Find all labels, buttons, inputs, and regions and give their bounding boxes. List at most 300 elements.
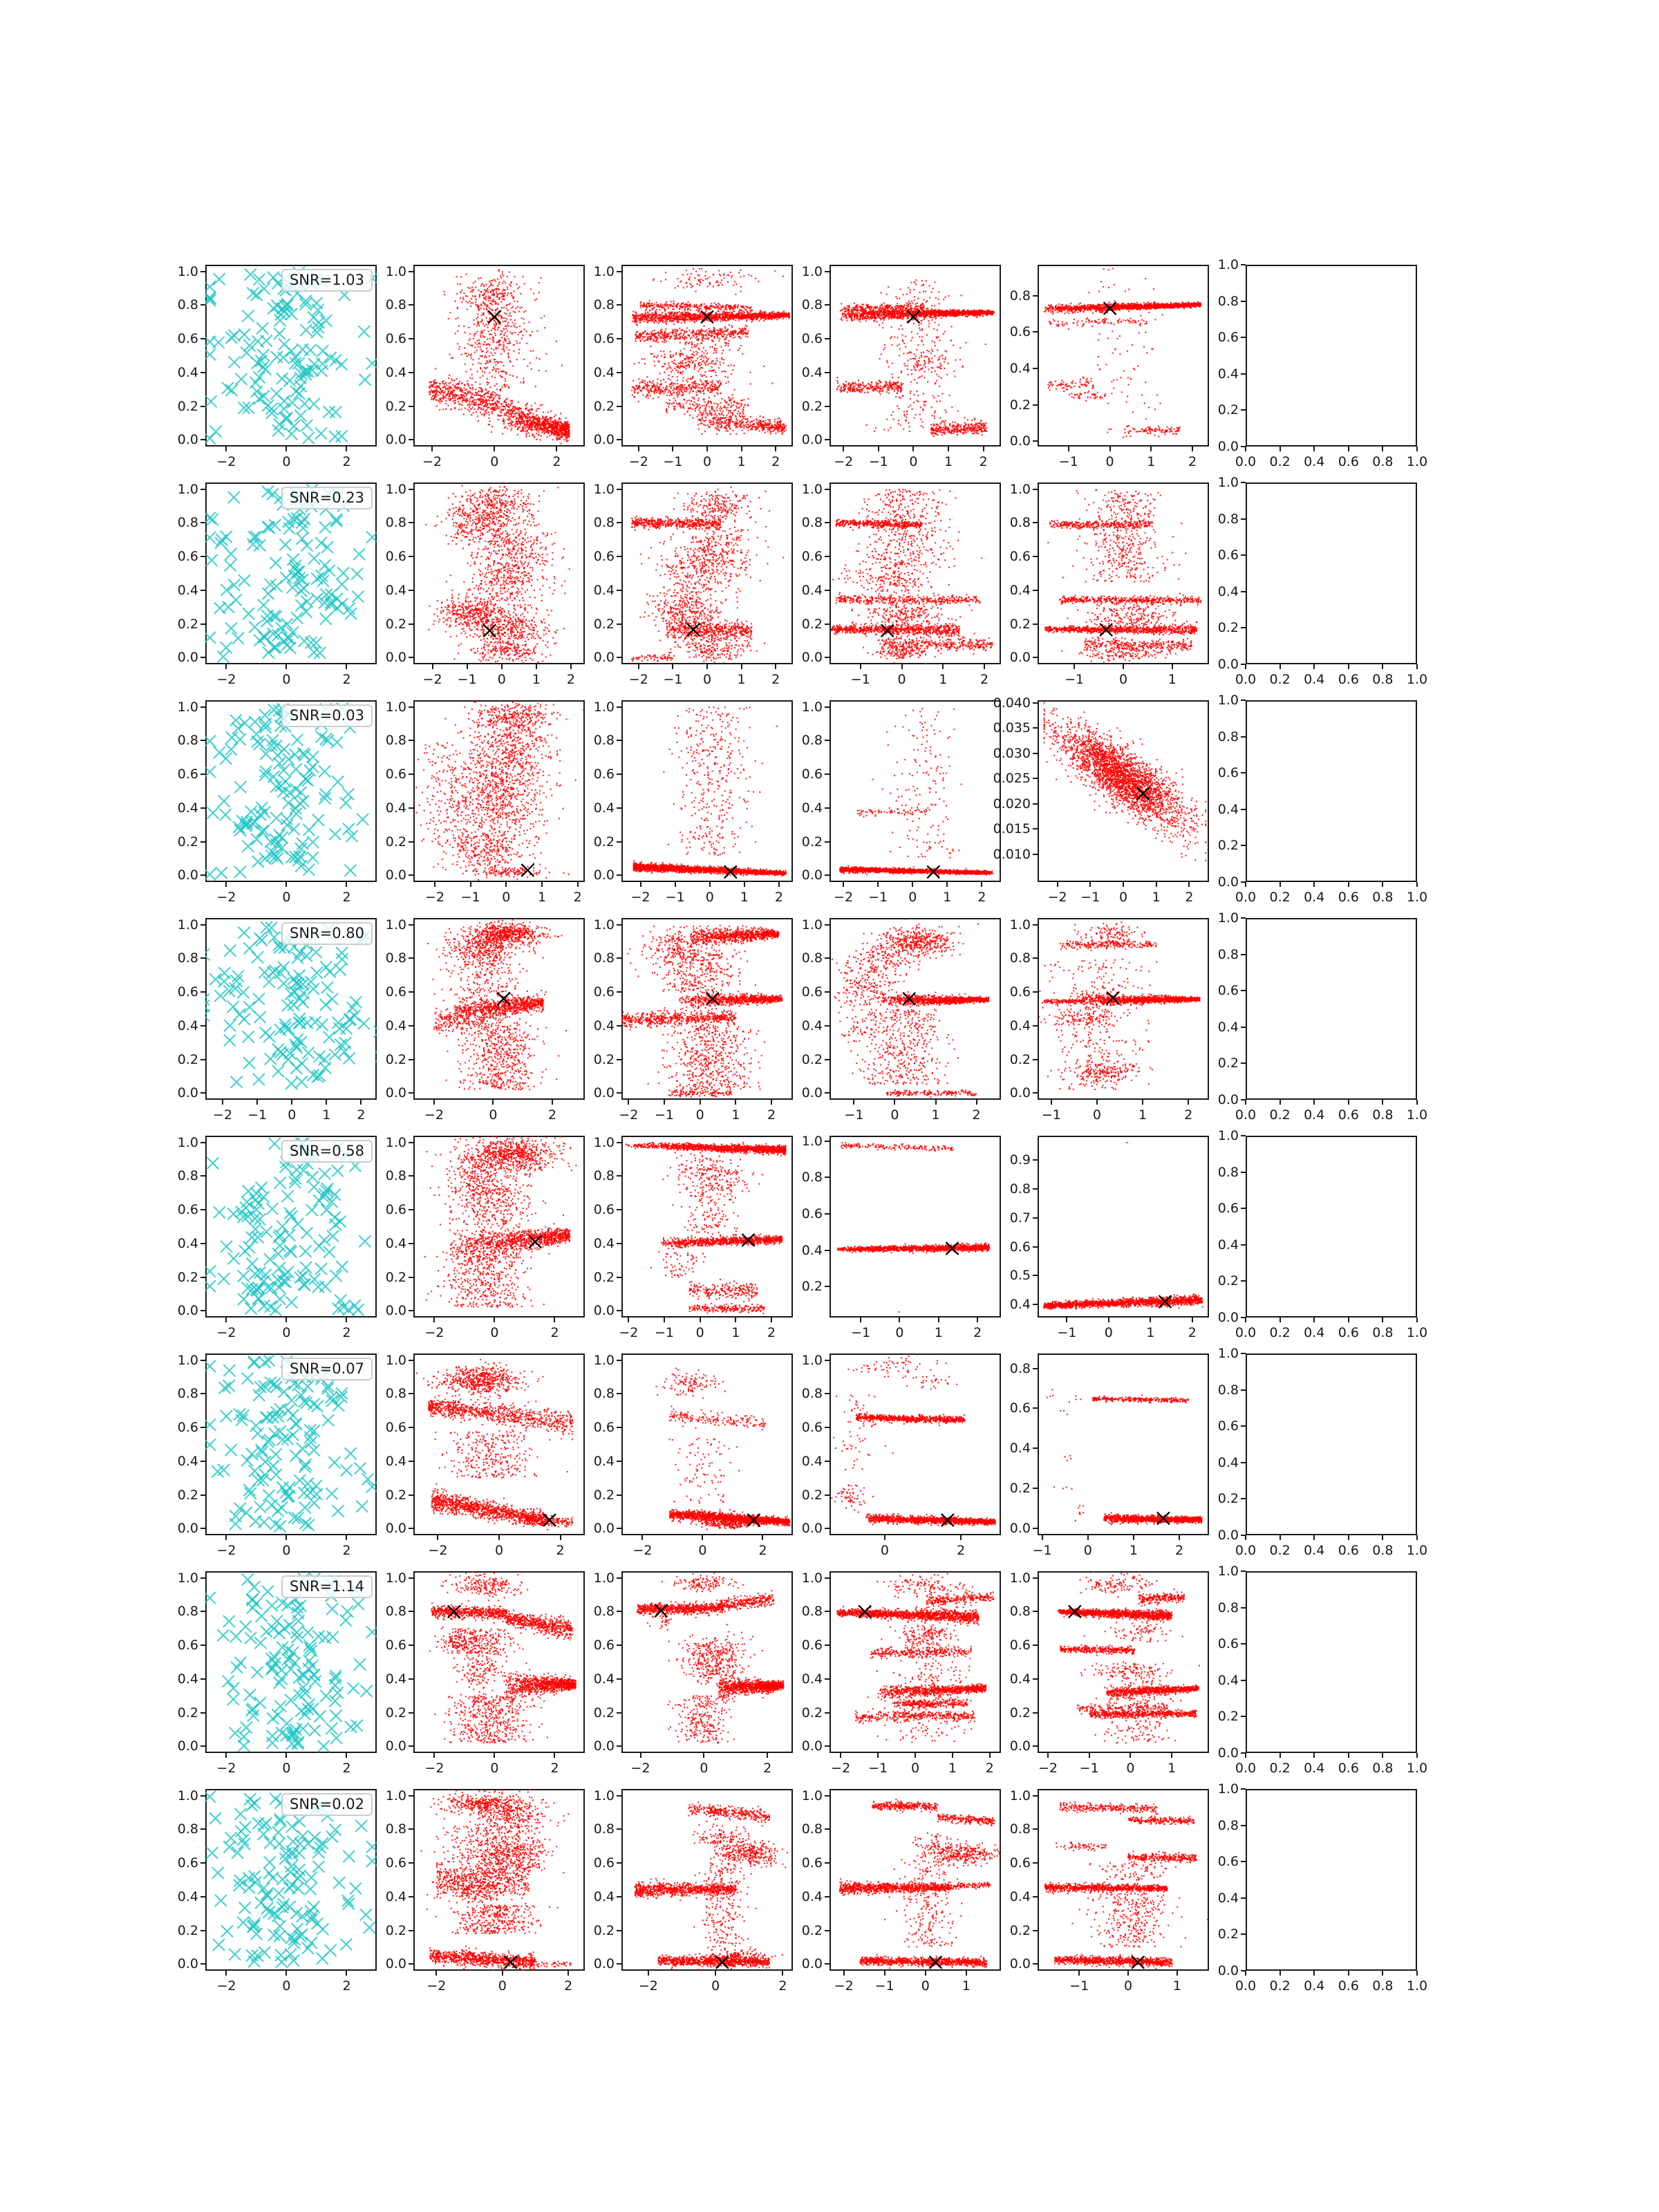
x-tick-label: 0.4 [1304,1761,1325,1776]
x-tick-label: −2 [424,1325,444,1340]
y-tick [617,1092,621,1094]
scatter-canvas [830,1136,1001,1318]
x-tick [1313,1753,1315,1758]
y-tick [1241,337,1246,338]
y-tick [1033,1611,1038,1612]
x-tick-label: 1 [1152,890,1161,905]
y-tick [1241,518,1246,520]
scatter-canvas [830,1789,1001,1971]
y-tick-label: 0.2 [1009,1481,1031,1497]
y-tick [409,957,413,959]
y-tick [617,991,621,993]
y-tick [409,1310,413,1311]
y-tick-label: 0.2 [593,834,615,850]
y-tick-label: 0.4 [1217,1454,1239,1470]
y-tick [1033,1092,1038,1094]
x-tick [467,664,468,669]
x-tick-label: −2 [216,454,236,469]
y-tick-label: 0.0 [1009,1956,1031,1972]
x-tick [981,882,982,887]
scatter-canvas [1246,1571,1417,1753]
y-tick-label: 0.8 [593,1604,615,1620]
y-tick [200,624,205,625]
y-tick [1241,1099,1246,1100]
x-tick [735,1100,736,1105]
x-tick-label: 0 [490,454,499,469]
y-tick [825,1393,830,1394]
y-tick-label: 0.4 [177,1671,198,1687]
x-tick [285,1753,287,1758]
x-tick [706,664,708,669]
x-tick [782,1971,783,1976]
x-tick-label: −1 [1079,1761,1099,1776]
y-tick-label: 0.8 [177,950,198,966]
y-tick [409,1745,413,1747]
y-tick-label: 1.0 [177,1570,198,1586]
y-tick-label: 0.2 [1009,1051,1031,1067]
scatter-canvas [830,482,1001,664]
y-tick [1033,1447,1038,1449]
y-tick-label: 0.4 [385,1453,406,1469]
y-tick-label: 0.6 [593,1420,615,1436]
x-tick-label: 0 [494,1543,504,1558]
x-tick [291,1100,292,1105]
scatter-canvas [1038,1136,1209,1318]
y-tick-label: 0.6 [1217,1201,1239,1217]
x-tick [1245,1753,1246,1758]
y-tick-label: 0.8 [1009,950,1031,966]
y-tick [409,991,413,993]
x-tick-label: 0 [282,454,291,469]
scatter-canvas [621,918,793,1100]
subplot-r1c5 [1009,265,1209,469]
y-tick [409,706,413,708]
x-tick [1382,447,1383,451]
y-tick-label: 0.6 [177,984,198,1000]
y-tick-label: 1.0 [177,1352,198,1368]
y-tick [617,924,621,926]
x-tick [285,1971,287,1976]
x-tick [912,447,914,451]
y-tick-label: 0.0 [1217,657,1239,672]
y-tick-label: 0.6 [593,549,615,565]
x-tick [946,882,948,887]
x-tick-label: −1 [844,1107,864,1123]
x-tick-label: 0.4 [1304,1543,1325,1558]
y-tick [200,957,205,959]
y-tick-label: 0.8 [801,297,823,313]
y-tick-label: 0.0 [801,1521,823,1537]
x-tick [498,1535,500,1540]
x-tick [771,1100,772,1105]
y-tick [1241,373,1246,375]
x-tick [505,882,507,887]
y-tick [200,1577,205,1579]
y-tick [409,657,413,658]
scatter-canvas [830,918,1001,1100]
y-tick [617,1494,621,1496]
x-tick [1313,447,1315,451]
x-tick [1089,882,1091,887]
y-tick-label: 0.4 [385,364,406,380]
x-tick [1313,664,1315,669]
y-tick [825,1286,830,1287]
x-tick [1123,882,1124,887]
y-tick [409,874,413,876]
x-tick-label: 2 [552,454,561,469]
y-tick [825,1427,830,1428]
y-tick [200,1930,205,1931]
x-tick-label: 0 [880,1543,889,1558]
y-tick-label: 0.6 [177,1420,198,1436]
y-tick [409,271,413,272]
y-tick-label: 1.0 [1009,917,1031,932]
x-tick [432,664,433,669]
subplot-r2c2 [385,481,585,687]
x-tick-label: 0.8 [1372,1978,1394,1994]
y-tick-label: 1.0 [177,699,198,715]
y-tick [409,1025,413,1027]
x-tick [1382,1100,1383,1105]
y-tick-label: 0.6 [1217,1854,1239,1870]
y-tick [1033,1059,1038,1060]
y-tick-label: 0.6 [1217,547,1239,563]
y-tick-label: 0.8 [177,297,198,313]
scatter-canvas [205,265,377,447]
y-tick-label: 0.0 [1217,1963,1239,1978]
y-tick-label: 1.0 [385,917,406,932]
y-tick [617,1427,621,1428]
subplot-r1c6 [1217,257,1428,469]
x-tick [703,1753,704,1758]
x-tick [570,664,572,669]
y-tick [409,439,413,440]
y-tick-label: 0.6 [177,549,198,565]
x-tick-label: −2 [216,672,236,687]
x-tick-label: 0.6 [1338,1107,1359,1123]
x-tick-label: −1 [654,1325,674,1340]
y-tick-label: 0.0 [177,1521,198,1537]
x-tick-label: 0 [1105,454,1114,469]
y-tick [200,1209,205,1210]
y-tick-label: 0.6 [177,767,198,782]
x-tick-label: 1 [1146,1325,1155,1340]
x-tick-label: −1 [663,454,683,469]
subplot-r2c5 [1009,481,1209,687]
x-tick-label: −2 [216,1543,236,1558]
x-tick-label: 1 [1138,1107,1147,1123]
x-tick [1348,882,1349,887]
y-tick-label: 0.0 [385,1738,406,1754]
y-tick [617,774,621,775]
y-tick-label: 0.6 [177,1202,198,1218]
subplot-r3c2 [385,699,585,905]
y-tick [825,439,830,440]
y-tick [1033,702,1038,704]
x-tick-label: 0.0 [1235,454,1257,469]
subplot-r6c3 [593,1352,793,1558]
y-tick [1033,1528,1038,1529]
y-tick [617,1611,621,1612]
x-tick [1087,1535,1089,1540]
y-tick [617,372,621,373]
x-tick-label: 0 [288,1107,297,1123]
x-tick [741,664,742,669]
x-tick [1313,1100,1315,1105]
x-tick-label: 0 [1092,1107,1102,1123]
x-tick-label: 1.0 [1406,1107,1428,1123]
y-tick-label: 0.6 [385,1855,406,1871]
x-tick [640,1753,641,1758]
x-tick-label: 1.0 [1406,1325,1428,1340]
y-tick-label: 0.6 [385,984,406,1000]
y-tick [617,1795,621,1797]
x-tick [1280,447,1281,451]
x-tick [628,1100,629,1105]
y-tick-label: 1.0 [1009,1788,1031,1803]
y-tick-label: 0.8 [1217,1817,1239,1833]
x-tick [431,447,433,451]
y-tick [617,1360,621,1361]
x-tick [556,447,557,451]
y-tick [409,1092,413,1094]
subplot-r5c2 [385,1134,585,1340]
x-tick [741,447,742,451]
scatter-canvas [413,265,585,447]
y-tick [1033,1896,1038,1897]
x-tick-label: 2 [342,454,351,469]
x-tick [433,1753,435,1758]
y-tick-label: 0.0 [385,432,406,448]
x-tick-label: 0 [698,1543,707,1558]
y-tick-label: 1.0 [385,1570,406,1586]
y-tick-label: 0.4 [593,1018,615,1033]
scatter-canvas [1038,700,1209,882]
scatter-canvas [413,1789,585,1971]
y-tick-label: 0.8 [593,515,615,531]
x-tick [1416,1100,1418,1105]
y-tick [200,439,205,440]
y-tick-label: 0.4 [801,364,823,380]
y-tick-label: 1.0 [177,917,198,932]
y-tick-label: 1.0 [801,1788,823,1803]
y-tick-label: 1.0 [593,917,615,932]
y-tick-label: 0.8 [385,733,406,749]
x-tick-label: −2 [638,1978,658,1994]
y-tick [200,924,205,926]
y-tick [200,1393,205,1394]
y-tick [617,1828,621,1830]
y-tick-label: 0.8 [1217,511,1239,527]
x-tick-label: −2 [422,672,442,687]
y-tick [825,1494,830,1496]
x-tick [494,1753,495,1758]
y-tick [1241,1317,1246,1318]
y-tick-label: 0.2 [177,1922,198,1938]
y-tick [409,807,413,809]
x-tick [948,447,949,451]
y-tick-label: 0.0 [801,1738,823,1754]
y-tick [1241,772,1246,774]
x-tick-label: 2 [771,454,780,469]
y-tick-label: 1.0 [177,263,198,279]
y-tick-label: 0.4 [177,582,198,598]
y-tick [825,957,830,959]
y-tick [1241,736,1246,738]
x-tick-label: 0 [1104,1325,1113,1340]
scatter-canvas [1246,918,1417,1100]
y-tick-label: 0.6 [593,1855,615,1871]
y-tick-label: 0.2 [177,1051,198,1067]
x-tick [977,1318,978,1322]
x-tick [706,447,708,451]
y-tick-label: 0.4 [385,1888,406,1904]
x-tick-label: 2 [342,1543,351,1558]
snr-legend: SNR=0.58 [281,1140,373,1163]
scatter-canvas [205,1136,377,1318]
y-tick-label: 0.0 [1009,1520,1031,1536]
x-tick [285,447,287,451]
scatter-canvas [1246,1353,1417,1535]
x-tick-label: −2 [834,454,854,469]
y-tick-label: 0.8 [1217,1382,1239,1398]
x-tick [225,1971,227,1976]
x-tick [346,882,347,887]
y-tick-label: 1.0 [385,1788,406,1803]
y-tick-label: 0.4 [177,364,198,380]
x-tick-label: −2 [216,1761,236,1776]
y-tick [1033,1246,1038,1248]
x-tick [577,882,579,887]
x-tick-label: 0 [282,1761,291,1776]
x-tick-label: −2 [216,1325,236,1340]
y-tick-label: 0.8 [1217,293,1239,309]
x-tick-label: −1 [663,672,683,687]
y-tick [825,1828,830,1830]
y-tick [1241,264,1246,265]
x-tick [1416,664,1418,669]
x-tick-label: −2 [424,1761,444,1776]
x-tick-label: 1 [944,454,953,469]
subplot-r5c1 [177,1134,377,1340]
y-tick-label: 0.8 [801,1604,823,1620]
x-tick [1245,1318,1246,1322]
y-tick [1033,1488,1038,1489]
y-tick [1241,1752,1246,1754]
scatter-canvas [205,918,377,1100]
y-tick-label: 0.2 [177,616,198,632]
x-tick [1177,1971,1178,1976]
x-tick [1382,664,1383,669]
scatter-canvas [621,265,793,447]
x-tick [1382,1318,1383,1322]
x-tick-label: 2 [556,1543,565,1558]
x-tick-label: 1 [1147,454,1156,469]
y-tick [409,1963,413,1965]
y-tick-label: 0.2 [1217,838,1239,854]
y-tick-label: 0.6 [1009,549,1031,565]
x-tick [536,664,537,669]
y-tick-label: 0.4 [177,800,198,816]
x-tick [1108,1318,1109,1322]
y-tick [1241,591,1246,592]
y-tick-label: 0.8 [1009,288,1031,303]
y-tick-label: 0.025 [993,771,1031,787]
y-tick-label: 0.2 [1009,1922,1031,1938]
x-tick [470,882,471,887]
y-tick [1033,828,1038,830]
subplot-r8c1 [177,1788,377,1994]
y-tick-label: 0.2 [177,834,198,850]
y-tick [200,1175,205,1177]
y-tick [1241,1244,1246,1246]
y-tick-label: 0.0 [801,868,823,883]
x-tick [1172,664,1173,669]
x-tick [1245,1535,1246,1540]
y-tick-label: 0.2 [593,1922,615,1938]
x-tick [843,1971,845,1976]
y-tick [1241,1353,1246,1354]
y-tick [825,1795,830,1797]
x-tick-label: 0.0 [1235,1107,1257,1123]
y-tick-label: 0.035 [993,720,1031,736]
x-tick-label: 2 [566,672,575,687]
x-tick [1171,1753,1172,1758]
subplot-r4c1 [177,917,377,1123]
y-tick [1033,753,1038,754]
scatter-canvas [830,700,1001,882]
y-tick [617,439,621,440]
y-tick-label: 0.8 [593,733,615,749]
y-tick [200,1896,205,1897]
x-tick-label: −2 [628,672,648,687]
scatter-canvas [1038,918,1209,1100]
y-tick [409,1528,413,1529]
subplot-r6c4 [801,1352,1001,1558]
y-tick-label: 0.4 [801,582,823,598]
x-tick [664,1100,665,1105]
x-tick [912,882,913,887]
y-tick-label: 0.8 [177,1604,198,1620]
x-tick [1142,1100,1143,1105]
y-tick-label: 0.020 [993,796,1031,812]
x-tick-label: 2 [1174,1543,1184,1558]
x-tick-label: 2 [1185,890,1194,905]
y-tick-label: 0.0 [177,1956,198,1972]
y-tick [409,1461,413,1462]
y-tick-label: 0.0 [1009,1085,1031,1101]
x-tick-label: −2 [834,1978,854,1994]
y-tick [409,556,413,557]
y-tick-label: 0.4 [1009,1441,1031,1456]
y-tick [200,1611,205,1612]
y-tick-label: 0.4 [801,1671,823,1687]
scatter-canvas [205,1571,377,1753]
x-tick [942,664,944,669]
scatter-canvas [621,482,793,664]
x-tick [494,1318,495,1322]
y-tick [825,1745,830,1747]
y-tick [1241,917,1246,919]
x-tick [744,882,745,887]
x-tick [984,664,985,669]
x-tick [435,1971,437,1976]
y-tick-label: 0.4 [1217,366,1239,382]
x-tick [225,1318,227,1322]
x-tick-label: 2 [342,890,351,905]
x-tick-label: −2 [619,1325,639,1340]
y-tick-label: 0.6 [385,549,406,565]
